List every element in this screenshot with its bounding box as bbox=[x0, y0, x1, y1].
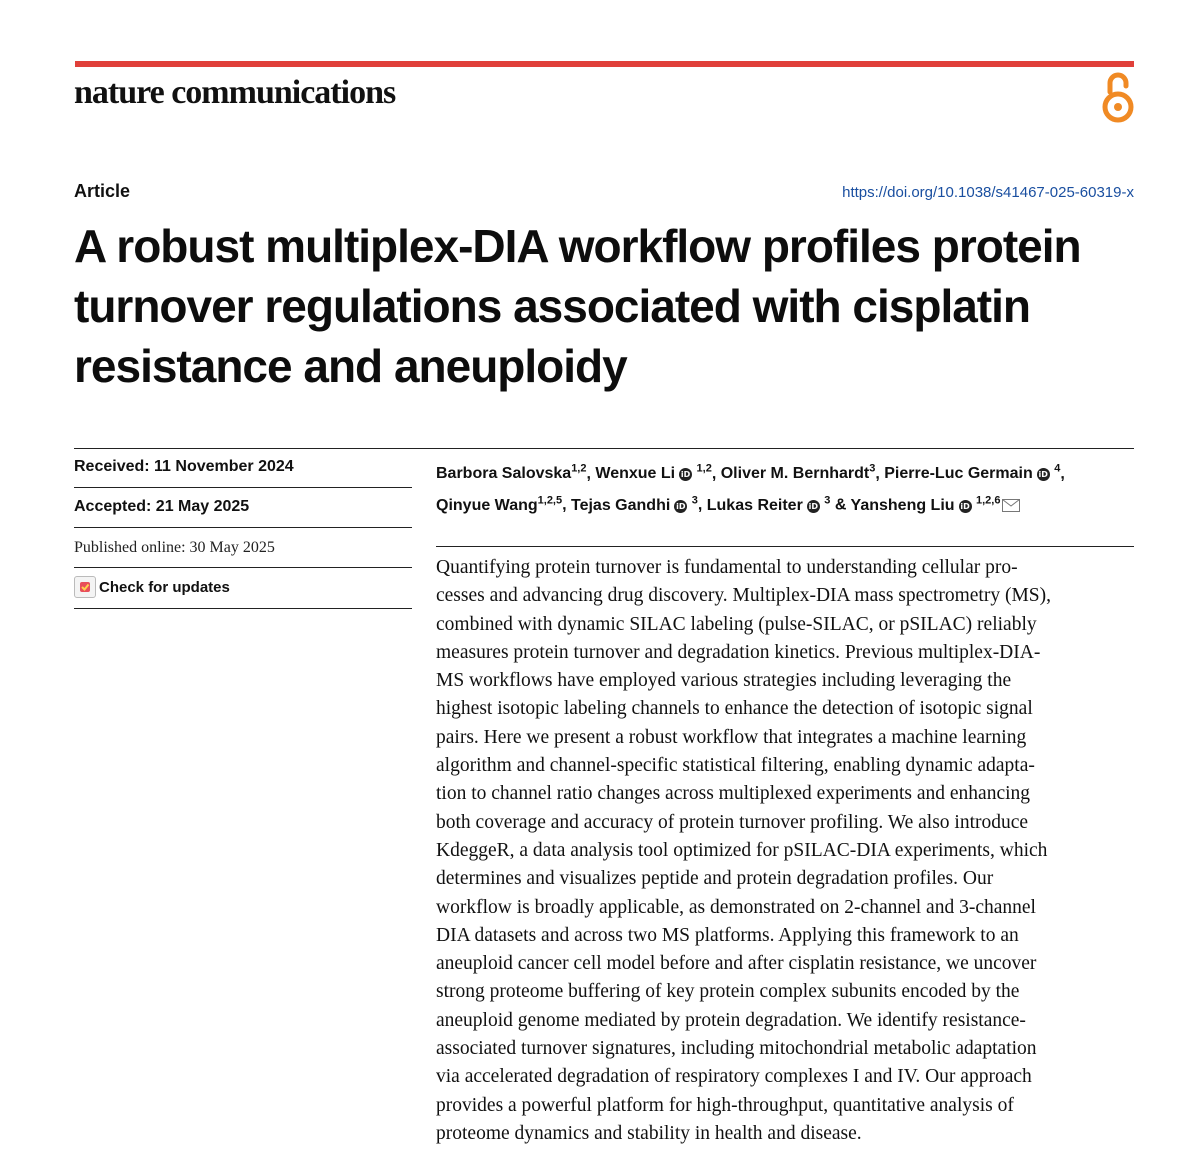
open-access-icon bbox=[1100, 70, 1136, 124]
author-name[interactable]: Wenxue Li iD $^{1,2}$ bbox=[595, 463, 712, 483]
abstract-line: determines and visualizes peptide and protein degradation profiles. Our bbox=[436, 868, 994, 890]
abstract-line: KdeggeR, a data analysis tool optimized for pSILAC-DIA experiments, which bbox=[436, 839, 1048, 861]
email-icon[interactable] bbox=[1002, 499, 1020, 512]
check-updates-label: Check for updates bbox=[99, 578, 230, 596]
abstract-line: tion to channel ratio changes across multiplexed experiments and enhancing bbox=[436, 783, 1031, 805]
orcid-icon[interactable]: iD bbox=[960, 501, 970, 511]
author-affiliation: 1,2 bbox=[696, 463, 712, 475]
divider bbox=[74, 527, 412, 528]
author-affiliation: 3 bbox=[691, 494, 698, 507]
author-affiliation: 3 bbox=[824, 494, 831, 507]
author-name[interactable]: Barbora Salovska$^{1,2}$ bbox=[436, 463, 587, 483]
author-affiliation: 1,2,5 bbox=[537, 494, 563, 507]
abstract-line: algorithm and channel-specific statistical filtering, enabling dynamic adapta- bbox=[436, 755, 1035, 777]
published-date: Published online: 30 May 2025 bbox=[74, 539, 275, 556]
abstract-line: combined with dynamic SILAC labeling (pulse-SILAC, or pSILAC) reliably bbox=[436, 613, 1037, 635]
author-affiliation: 1,2,6 bbox=[976, 494, 1001, 507]
abstract-line: highest isotopic labeling channels to enhance the detection of isotopic signal bbox=[436, 698, 1033, 720]
author-affiliation: 3 bbox=[869, 463, 876, 475]
doi-link[interactable]: https://doi.org/10.1038/s41467-025-60319-x bbox=[842, 184, 1134, 201]
abstract-line: aneuploid genome mediated by protein degradation. We identify resistance- bbox=[436, 1009, 1026, 1031]
abstract-line: both coverage and accuracy of protein turnover profiling. We also introduce bbox=[436, 811, 1029, 833]
author-name[interactable]: Qinyue Wang$^{1,2,5}$ bbox=[436, 494, 563, 514]
orcid-icon[interactable]: iD bbox=[808, 501, 818, 511]
author-affiliation: 4 bbox=[1054, 463, 1061, 475]
check-updates-icon bbox=[74, 576, 96, 598]
author-name[interactable]: Lukas Reiter iD $^3$ bbox=[706, 494, 831, 514]
author-name[interactable]: Tejas Gandhi iD $^3$ bbox=[571, 494, 698, 514]
received-date: Received: 11 November 2024 bbox=[74, 458, 294, 475]
abstract bbox=[436, 554, 1138, 1148]
divider bbox=[436, 546, 1134, 547]
abstract-line: aneuploid cancer cell model before and after cisplatin resistance, we uncover bbox=[436, 953, 1037, 975]
abstract-line: cesses and advancing drug discovery. Multiplex-DIA mass spectrometry (MS), bbox=[436, 585, 1052, 607]
journal-name[interactable]: nature communications bbox=[74, 74, 396, 111]
article-title: A robust multiplex-DIA workflow profiles protein turnover regulations associated with cisplatin resistance and aneuploidy bbox=[74, 220, 1081, 392]
abstract-line: associated turnover signatures, including mitochondrial metabolic adaptation bbox=[436, 1038, 1037, 1060]
divider bbox=[74, 487, 412, 488]
author-name[interactable]: Pierre-Luc Germain iD $^4$ bbox=[884, 463, 1061, 483]
divider bbox=[74, 608, 412, 609]
article-type: Article bbox=[74, 181, 131, 201]
abstract-line: pairs. Here we present a robust workflow that integrates a machine learning bbox=[436, 726, 1027, 748]
abstract-line: workflow is broadly applicable, as demonstrated on 2-channel and 3-channel bbox=[436, 896, 1036, 918]
author-name[interactable]: Yansheng Liu iD $^{1,2,6}$ bbox=[850, 494, 1001, 514]
abstract-line: via accelerated degradation of respiratory complexes I and IV. Our approach bbox=[436, 1066, 1032, 1088]
accepted-date: Accepted: 21 May 2025 bbox=[74, 498, 250, 515]
author-list: Barbora Salovska$^{1,2}$, Wenxue Li iD $^{1,2}$, Oliver M. Bernhardt$^3$, Pierre-Luc Germain iD $^4$, Qinyue Wang$^{1,2,5}$, Tejas Gandhi iD $^3$, Lukas Reiter iD $^3$ & Yansheng Liu iD $^{1,2,6}$ bbox=[436, 463, 1065, 514]
abstract-line: proteome dynamics and stability in health and disease. bbox=[436, 1122, 862, 1144]
abstract-line: DIA datasets and across two MS platforms. Applying this framework to an bbox=[436, 924, 1019, 946]
abstract-line: MS workflows have employed various strategies including leveraging the bbox=[436, 670, 1012, 692]
abstract-line: Quantifying protein turnover is fundamental to understanding cellular pro- bbox=[436, 557, 1018, 578]
abstract-line: strong proteome buffering of key protein complex subunits encoded by the bbox=[436, 981, 1020, 1003]
abstract-line: measures protein turnover and degradation kinetics. Previous multiplex-DIA- bbox=[436, 641, 1041, 663]
orcid-icon[interactable]: iD bbox=[680, 470, 691, 480]
journal-header-bar bbox=[75, 61, 1134, 67]
orcid-icon[interactable]: iD bbox=[1038, 470, 1048, 480]
orcid-icon[interactable]: iD bbox=[676, 501, 686, 511]
abstract-line: provides a powerful platform for high-throughput, quantitative analysis of bbox=[436, 1094, 1014, 1116]
author-affiliation: 1,2 bbox=[571, 463, 587, 475]
divider bbox=[74, 567, 412, 568]
author-name[interactable]: Oliver M. Bernhardt$^3$ bbox=[720, 463, 876, 483]
check-for-updates-button[interactable] bbox=[74, 576, 230, 598]
divider bbox=[74, 448, 1134, 449]
